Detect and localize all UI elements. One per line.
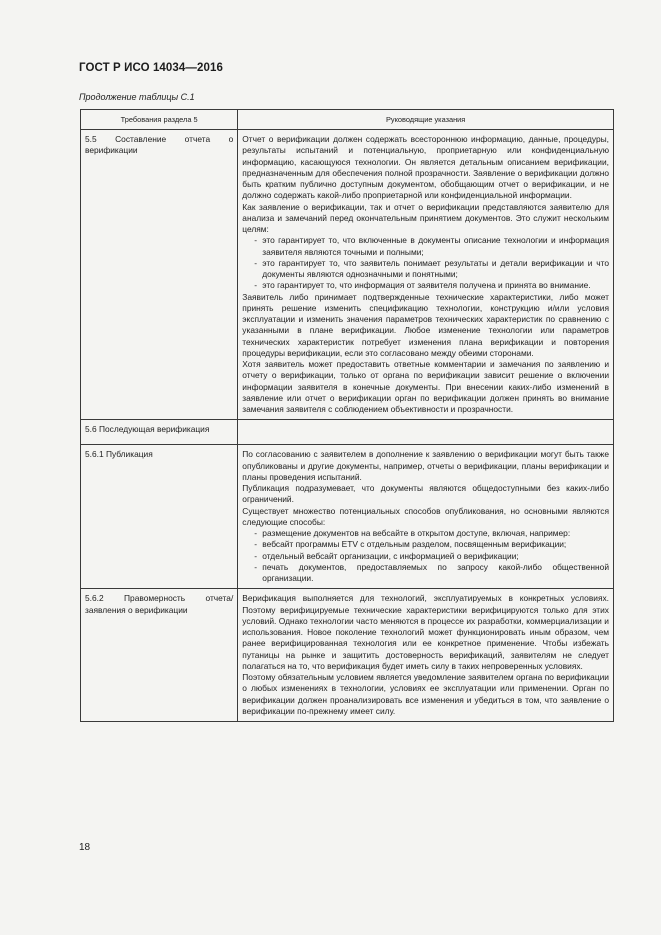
- table-row: [81, 589, 614, 722]
- guidance-cell: [238, 445, 614, 589]
- bullet-dash: -: [254, 257, 258, 268]
- bullet-dash: -: [254, 550, 258, 561]
- guidance-cell: [238, 420, 614, 445]
- guidance-bullet-item: [242, 258, 609, 281]
- guidance-bullet-item: [242, 562, 609, 585]
- requirement-cell: 5.6.2 Правомерность отчета/ заявления о верификации: [81, 589, 238, 722]
- guidance-paragraph: Публикация подразумевает, что документы являются общедоступными без каких-либо ограничений.: [242, 483, 609, 505]
- column-header-guidance: Руководящие указания: [238, 110, 614, 130]
- table-header-row: [81, 110, 614, 130]
- guidance-paragraph: Заявитель либо принимает подтвержденные технические характеристики, либо может принять решение изменить спецификацию технологии, конструкцию и/или условия эксплуатации и изменить значения параметров технических характеристик по сравнению с указанными в плане верификации. Любое изменение технологии или параметров технических характеристик потребует изменения плана верификации и повторения процедуры верификации, если это согласовано между обеими сторонами.: [242, 291, 609, 358]
- bullet-dash: -: [254, 280, 258, 291]
- guidance-bullet-item: [242, 528, 609, 539]
- guidance-table: [80, 109, 614, 722]
- guidance-cell: [238, 589, 614, 722]
- guidance-paragraph: Поэтому обязательным условием является уведомление заявителем органа по верификации о любых изменениях в технологии, условиях ее эксплуатации или применении. Орган по верификации должен проанализировать все изменения и убедиться в том, что заявление о верификации по-прежнему имеет силу.: [242, 672, 609, 716]
- guidance-paragraph: Отчет о верификации должен содержать всестороннюю информацию, данные, процедуры, результаты испытаний и потенциальную, проприетарную или конфиденциальную информацию, касающуюся технологии. Он является детальным описанием верификации, предназначенным для обеспечения полной прозрачности. Заявление о верификации должно быть кратким публично доступным документом, обобщающим отчет о верификации, и не должно содержать какой-либо проприетарной или конфиденциальной информации.: [242, 134, 609, 201]
- guidance-bullet-item: [242, 551, 609, 562]
- table-row: [81, 420, 614, 445]
- bullet-text: это гарантирует то, что информация от заявителя получена и принята во внимание.: [262, 280, 591, 291]
- guidance-paragraph: Существует множество потенциальных способов опубликования, но основными являются следующие способы:: [242, 505, 609, 527]
- document-title: ГОСТ Р ИСО 14034—2016: [79, 62, 224, 74]
- column-header-requirements: Требования раздела 5: [81, 110, 238, 130]
- bullet-text: печать документов, предоставляемых по запросу какой-либо общественной организации.: [262, 561, 609, 583]
- bullet-dash: -: [254, 528, 258, 538]
- requirement-cell: 5.6 Последующая верификация: [81, 420, 238, 445]
- guidance-paragraph: Хотя заявитель может предоставить ответные комментарии и замечания по заявлению и отчету о верификации, только от органа по верификации зависит решение о включении информации заявителя в конечные документы. При внесении каких-либо изменений в заявление или отчет о верификации орган по верификации должен принять во внимание замечания заявителя с соблюдением объективности и прозрачности.: [242, 359, 609, 414]
- guidance-bullet-item: [242, 235, 609, 258]
- bullet-text: отдельный вебсайт организации, с информацией о верификации;: [262, 550, 519, 561]
- guidance-paragraph: Как заявление о верификации, так и отчет о верификации представляются заявителю для анализа и замечаний перед окончательным принятием документов. Это служит нескольким целям:: [242, 201, 609, 234]
- bullet-text: это гарантирует то, что включенные в документы описание технологии и информация заявителя являются точными и полными;: [262, 235, 609, 257]
- table-row: [81, 445, 614, 589]
- bullet-text: размещение документов на вебсайте в открытом доступе, включая, например:: [262, 528, 571, 538]
- table-row: [81, 130, 614, 420]
- bullet-text: вебсайт программы ETV с отдельным разделом, посвященным верификации;: [262, 539, 567, 550]
- requirement-cell: 5.5 Составление отчета о верификации: [81, 130, 238, 420]
- page-number: 18: [79, 842, 91, 853]
- guidance-bullet-item: [242, 539, 609, 550]
- requirement-cell: 5.6.1 Публикация: [81, 445, 238, 589]
- guidance-bullet-item: [242, 280, 609, 291]
- bullet-dash: -: [254, 235, 258, 246]
- guidance-paragraph: Верификация выполняется для технологий, эксплуатируемых в конкретных условиях. Поэтому верифицируемые технические характеристики верифицируются только для этих условий. Однако технологии часто меняются в процессе их разработки, коммерциализации и использования. Новое поколение технологий может функционировать иным образом, чем ранее верифицированная технология или ее конкретное применение. Чтобы избежать путаницы на рынке и защитить достоверность верификаций, заявителям не следует полагаться на то, что верификация будет иметь силу в таких непроверенных условиях.: [242, 593, 609, 671]
- bullet-text: это гарантирует то, что заявитель понимает результаты и детали верификации и что документы являются однозначными и понятными;: [262, 257, 609, 279]
- guidance-cell: [238, 130, 614, 420]
- table-body: [81, 130, 614, 722]
- guidance-paragraph: По согласованию с заявителем в дополнение к заявлению о верификации могут быть также опубликованы и другие документы, например, отчеты о верификации, планы верификации и планы проведения испытаний.: [242, 449, 609, 482]
- table-caption: Продолжение таблицы С.1: [79, 92, 195, 102]
- bullet-dash: -: [254, 539, 258, 550]
- bullet-dash: -: [254, 561, 258, 572]
